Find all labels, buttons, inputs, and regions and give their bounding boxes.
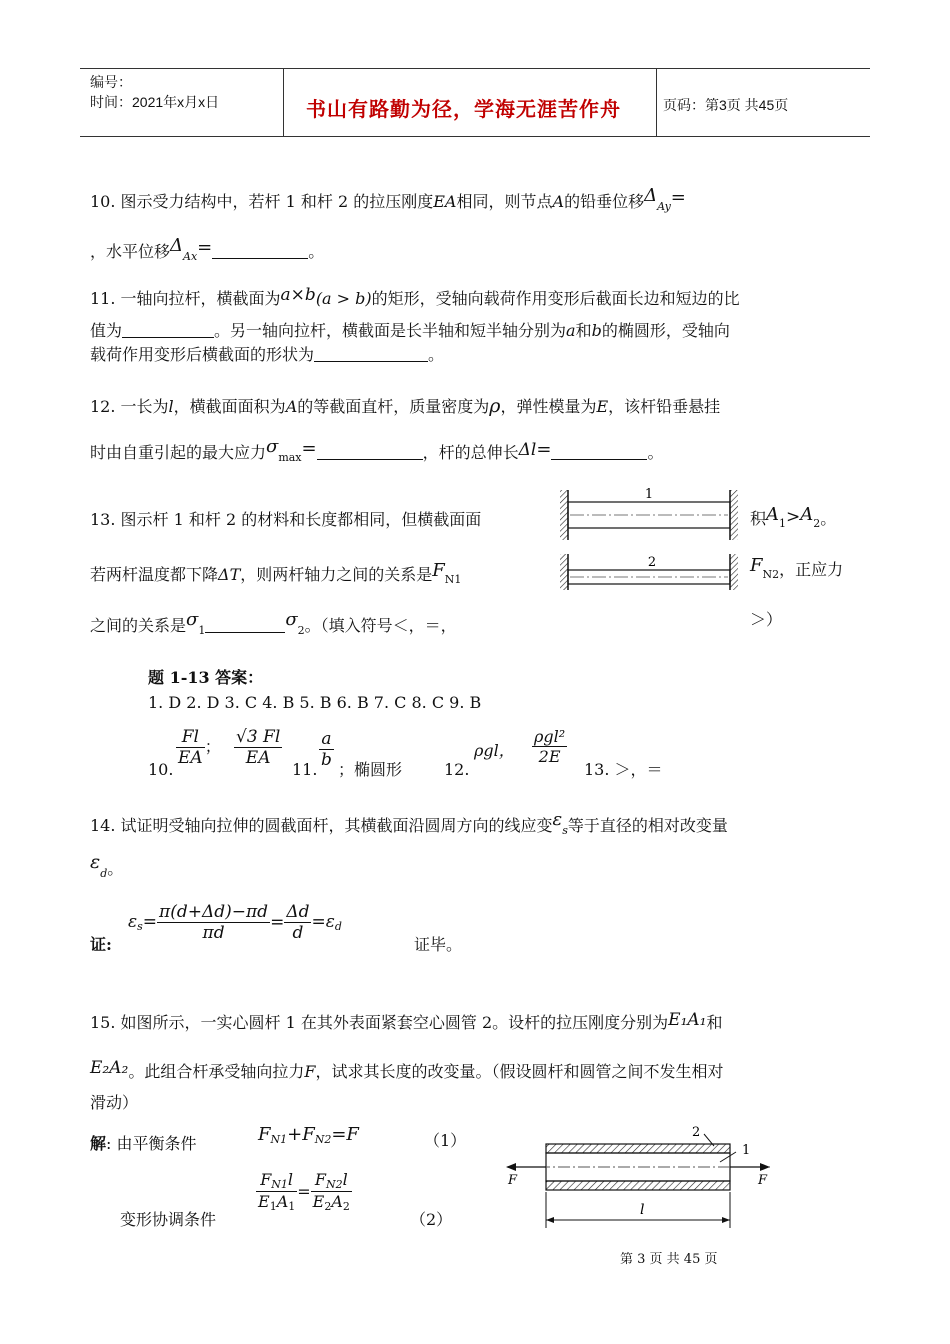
- length-label: l: [640, 1202, 645, 1218]
- page-label: 页码：第3页 共45页: [663, 97, 789, 113]
- page-footer: 第 3 页 共 45 页: [620, 1252, 718, 1267]
- answer-blank: [212, 244, 308, 259]
- proof-equation: εs= $\frac{\pi(d+\Delta d)-\pi d}{\pi d}$ = $\frac{\Delta d}{d}$ =εd: [128, 902, 342, 943]
- compat-label: 变形协调条件: [120, 1210, 217, 1229]
- composite-bar-figure: [500, 1122, 780, 1234]
- two-bars-figure: [556, 484, 746, 608]
- question-13-line2-right: $F_{N2}$，正应力: [750, 555, 844, 581]
- proof-label: 证:: [90, 935, 112, 954]
- question-12: 12. 一长为l，横截面面积为A的等截面直杆，质量密度为ρ，弹性模量为E，该杆铅垂悬挂: [90, 395, 721, 417]
- answer-11-label: 11.: [292, 760, 318, 779]
- answer-12-fraction: $\frac{\text{ρgl²}}{2E}$: [534, 727, 566, 766]
- force-left-label: F: [508, 1173, 518, 1188]
- answer-blank: [317, 445, 423, 460]
- document-number-label: 编号：: [90, 74, 132, 90]
- answer-11-text: ；椭圆形: [338, 760, 403, 779]
- equation-1: FN1+FN2=F: [258, 1124, 359, 1146]
- answer-10-fraction-2: $\frac{√3 Fl}{EA}$: [236, 727, 281, 768]
- tube-bottom: [546, 1181, 730, 1190]
- answer-12-rgl: ρgl，: [474, 741, 515, 760]
- question-10-line2: ，水平位移ΔAx= 。: [90, 235, 325, 263]
- question-12-line2: 时由自重引起的最大应力$\sigma_{max}=$ ，杆的总伸长Δl= 。: [90, 436, 664, 464]
- answer-blank: [122, 323, 214, 338]
- question-14: 14. 试证明受轴向拉伸的圆截面杆，其横截面沿圆周方向的线应变εs等于直径的相对改变量: [90, 809, 728, 837]
- answer-11-fraction: $\frac{a}{b}$: [321, 729, 332, 770]
- answer-blank: [314, 347, 428, 362]
- question-13: 13. 图示杆 1 和杆 2 的材料和长度都相同，但横截面面: [90, 510, 482, 529]
- answer-13: 13. ＞，＝: [584, 760, 663, 779]
- equation-1-tag: （1）: [424, 1131, 467, 1150]
- answer-blank: [205, 618, 285, 633]
- force-right-label: F: [758, 1173, 768, 1188]
- answer-10-fraction-1: $\frac{Fl}{EA}$ ；: [178, 727, 221, 768]
- equation-2: $\frac{FN1l}{E_1A_1}$ = $\frac{FN2l}{E_2A_2}$: [258, 1170, 350, 1213]
- proof-done: 证毕。: [414, 935, 463, 954]
- motto: 书山有路勤为径，学海无涯苦作舟: [306, 99, 621, 121]
- question-14-line2: εd。: [90, 851, 124, 880]
- question-13-line3: 之间的关系是$\sigma_1\sigma_2$。（填入符号＜，＝，: [90, 609, 457, 637]
- question-11-line3: 载荷作用变形后横截面的形状为 。: [90, 345, 445, 364]
- question-10: 10. 图示受力结构中，若杆 1 和杆 2 的拉压刚度EA相同，则节点A的铅垂位移ΔAy=: [90, 185, 686, 213]
- question-13-right: 积$A_1>A_2$。: [750, 504, 837, 530]
- answer-blank: [551, 445, 647, 460]
- tube-top: [546, 1144, 730, 1153]
- document-time-label: 时间：2021年x月x日: [90, 94, 220, 110]
- bar-1-label: 1: [644, 487, 654, 502]
- answer-12-label: 12.: [444, 760, 470, 779]
- equation-2-tag: （2）: [410, 1210, 453, 1229]
- question-15-line3: 滑动）: [90, 1093, 139, 1112]
- answers-row-1: 1. D 2. D 3. C 4. B 5. B 6. B 7. C 8. C 9. B: [148, 693, 482, 712]
- question-15-line2: E₂A₂。此组合杆承受轴向拉力F，试求其长度的改变量。（假设圆杆和圆管之间不发生相对: [90, 1058, 724, 1081]
- question-15: 15. 如图所示，一实心圆杆 1 在其外表面紧套空心圆管 2。设杆的拉压刚度分别为E₁A₁和: [90, 1010, 723, 1032]
- question-11-line2: 值为 。另一轴向拉杆，横截面是长半轴和短半轴分别为a和b的椭圆形，受轴向: [90, 321, 730, 340]
- question-13-line2: 若两杆温度都下降ΔT，则两杆轴力之间的关系是$F_{N1}$: [90, 560, 462, 586]
- answer-10-label: 10.: [148, 760, 174, 779]
- answers-title: 题 1-13 答案：: [148, 668, 264, 687]
- bar-2-label: 2: [647, 555, 657, 570]
- question-13-line3-right: ＞）: [750, 610, 783, 629]
- rod-label: 1: [742, 1143, 751, 1158]
- solution-label: 解: 由平衡条件: [90, 1134, 197, 1153]
- tube-label: 2: [692, 1125, 701, 1140]
- question-11: 11. 一轴向拉杆，横截面为a×b(a > b)的矩形，受轴向载荷作用变形后截面长边和短边的比: [90, 285, 740, 308]
